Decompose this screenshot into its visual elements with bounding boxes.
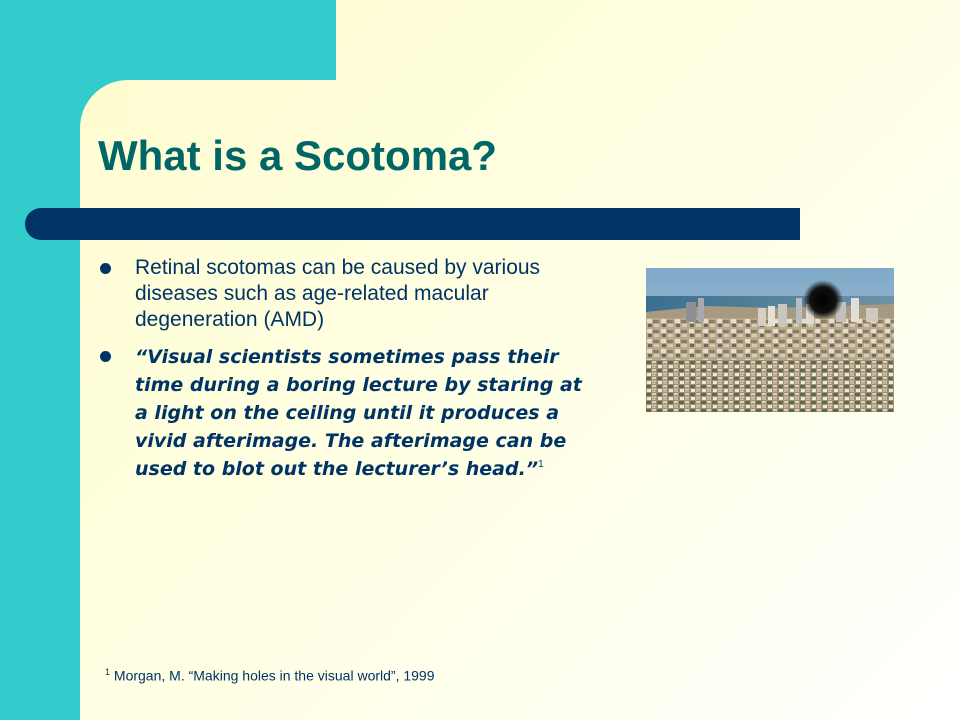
citation-footnote bbox=[105, 667, 435, 684]
bullet-item bbox=[100, 255, 600, 333]
title-underline-bar bbox=[25, 208, 800, 240]
slide-title: What is a Scotoma? bbox=[98, 132, 498, 179]
bullet-item-quote bbox=[100, 343, 600, 483]
teal-side-band bbox=[0, 0, 80, 720]
bullet-dot-icon bbox=[100, 263, 111, 274]
bullet-list bbox=[100, 255, 600, 493]
bullet-dot-icon bbox=[100, 351, 111, 362]
teal-top-band bbox=[0, 0, 336, 80]
quote-footnote-mark: 1 bbox=[538, 459, 544, 470]
city-skyline-photo bbox=[646, 268, 894, 412]
quote-text: “Visual scientists sometimes pass their time during a boring lecture by staring at a light on the ceiling until it produces a vivid afterimage. The afterimage can be used to blot out the lecturer’s head.” bbox=[135, 346, 582, 480]
bullet-text: Retinal scotomas can be caused by various diseases such as age-related macular degeneration (AMD) bbox=[135, 256, 541, 331]
footnote-text: Morgan, M. “Making holes in the visual world”, 1999 bbox=[110, 667, 435, 684]
footnote-mark: 1 bbox=[105, 667, 111, 677]
